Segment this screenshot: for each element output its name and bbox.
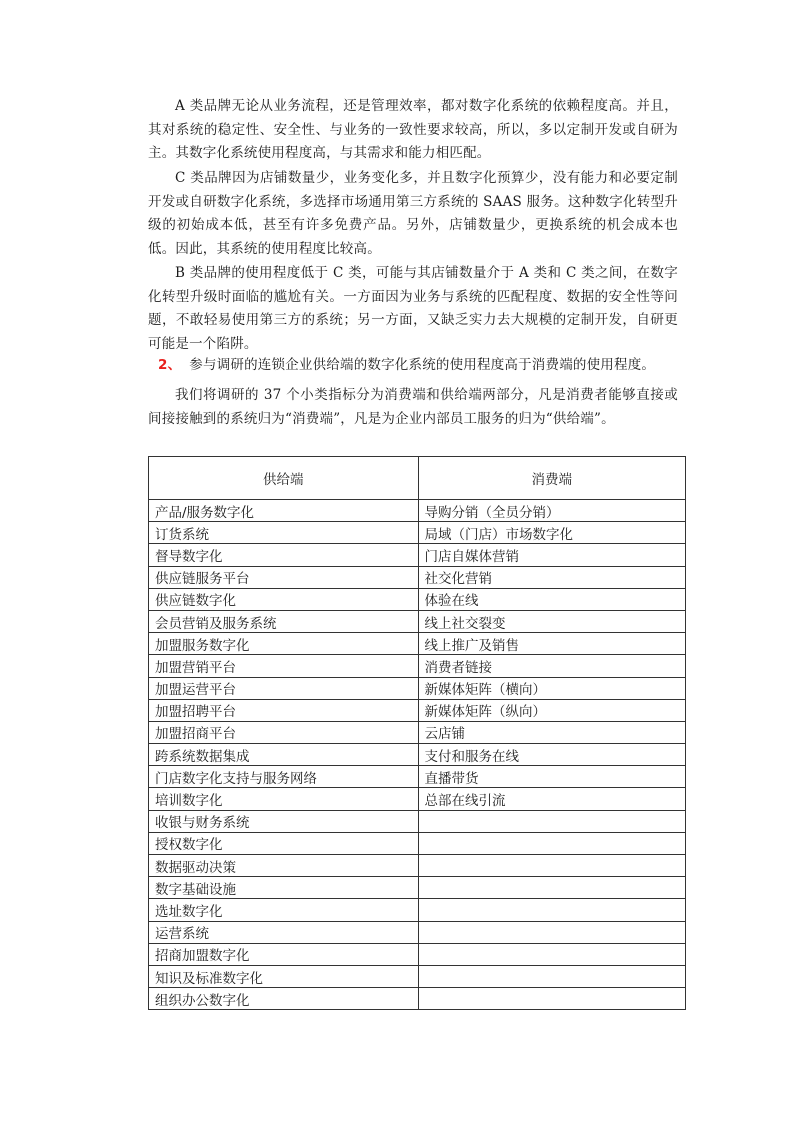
supply-cell: 招商加盟数字化 <box>149 943 419 965</box>
consumer-cell: 线上推广及销售 <box>418 633 685 655</box>
table-body <box>149 500 686 1010</box>
supply-cell: 组织办公数字化 <box>149 988 419 1010</box>
supply-cell: 会员营销及服务系统 <box>149 610 419 632</box>
consumer-cell <box>418 877 685 899</box>
consumer-cell: 线上社交裂变 <box>418 610 685 632</box>
table-header-row <box>149 457 686 500</box>
supply-cell: 加盟运营平台 <box>149 677 419 699</box>
table-row <box>149 522 686 544</box>
column-header-consumer: 消费端 <box>418 457 685 500</box>
table-row <box>149 699 686 721</box>
paragraph-a-brands: A 类品牌无论从业务流程，还是管理效率，都对数字化系统的依赖程度高。并且，其对系统的稳定性、安全性、与业务的一致性要求较高，所以，多以定制开发或自研为主。其数字化系统使用程度高，与其需求和能力相匹配。 <box>148 98 678 161</box>
consumer-cell: 总部在线引流 <box>418 788 685 810</box>
table-row <box>149 633 686 655</box>
consumer-cell <box>418 855 685 877</box>
supply-cell: 培训数字化 <box>149 788 419 810</box>
supply-cell: 选址数字化 <box>149 899 419 921</box>
supply-cell: 跨系统数据集成 <box>149 744 419 766</box>
supply-cell: 加盟营销平台 <box>149 655 419 677</box>
supply-cell: 门店数字化支持与服务网络 <box>149 766 419 788</box>
consumer-cell <box>418 899 685 921</box>
consumer-cell <box>418 832 685 854</box>
table-row <box>149 588 686 610</box>
consumer-cell: 云店铺 <box>418 721 685 743</box>
supply-consumer-table <box>148 456 686 1010</box>
table-row <box>149 744 686 766</box>
supply-cell: 数据驱动决策 <box>149 855 419 877</box>
consumer-cell <box>418 943 685 965</box>
section-heading-text: 参与调研的连锁企业供给端的数字化系统的使用程度高于消费端的使用程度。 <box>189 357 656 373</box>
consumer-cell <box>418 965 685 987</box>
table-row <box>149 655 686 677</box>
table-row <box>149 810 686 832</box>
supply-cell: 运营系统 <box>149 921 419 943</box>
paragraph-b-brands: B 类品牌的使用程度低于 C 类，可能与其店铺数量介于 A 类和 C 类之间，在数字化转型升级时面临的尴尬有关。一方面因为业务与系统的匹配程度、数据的安全性等问题，不敢轻易使用第三方的系统；另一方面，又缺乏实力去大规模的定制开发，自研更可能是一个陷阱。 <box>148 265 678 352</box>
supply-cell: 产品/服务数字化 <box>149 500 419 522</box>
table-row <box>149 766 686 788</box>
consumer-cell <box>418 810 685 832</box>
consumer-cell: 导购分销（全员分销） <box>418 500 685 522</box>
table-row <box>149 921 686 943</box>
table-row <box>149 988 686 1010</box>
paragraph-classification: 我们将调研的 37 个小类指标分为消费端和供给端两部分，凡是消费者能够直接或间接接触到的系统归为“消费端”，凡是为企业内部员工服务的归为“供给端”。 <box>148 387 678 427</box>
supply-cell: 知识及标准数字化 <box>149 965 419 987</box>
consumer-cell: 局域（门店）市场数字化 <box>418 522 685 544</box>
supply-cell: 收银与财务系统 <box>149 810 419 832</box>
consumer-cell: 体验在线 <box>418 588 685 610</box>
column-header-supply: 供给端 <box>149 457 419 500</box>
table-row <box>149 721 686 743</box>
table-row <box>149 566 686 588</box>
consumer-cell: 新媒体矩阵（横向） <box>418 677 685 699</box>
table-row <box>149 788 686 810</box>
consumer-cell: 社交化营销 <box>418 566 685 588</box>
supply-cell: 授权数字化 <box>149 832 419 854</box>
table-row <box>149 943 686 965</box>
table-row <box>149 677 686 699</box>
consumer-cell: 直播带货 <box>418 766 685 788</box>
supply-cell: 加盟服务数字化 <box>149 633 419 655</box>
table-row <box>149 544 686 566</box>
table-row <box>149 500 686 522</box>
table-row <box>149 877 686 899</box>
consumer-cell: 新媒体矩阵（纵向） <box>418 699 685 721</box>
paragraph-c-brands: C 类品牌因为店铺数量少，业务变化多，并且数字化预算少，没有能力和必要定制开发或自研数字化系统，多选择市场通用第三方系统的 SAAS 服务。这种数字化转型升级的初始成本低，甚至有许多免费产品。另外，店铺数量少，更换系统的机会成本也低。因此，其系统的使用程度比较高。 <box>148 170 678 257</box>
table-row <box>149 965 686 987</box>
table-row <box>149 832 686 854</box>
consumer-cell: 门店自媒体营销 <box>418 544 685 566</box>
table-row <box>149 899 686 921</box>
consumer-cell <box>418 988 685 1010</box>
supply-cell: 供应链数字化 <box>149 588 419 610</box>
consumer-cell: 支付和服务在线 <box>418 744 685 766</box>
section-heading <box>148 354 688 378</box>
supply-cell: 订货系统 <box>149 522 419 544</box>
supply-cell: 督导数字化 <box>149 544 419 566</box>
consumer-cell <box>418 921 685 943</box>
supply-cell: 加盟招聘平台 <box>149 699 419 721</box>
table-row <box>149 855 686 877</box>
supply-cell: 数字基础设施 <box>149 877 419 899</box>
section-number: 2、 <box>158 357 182 373</box>
supply-cell: 加盟招商平台 <box>149 721 419 743</box>
supply-cell: 供应链服务平台 <box>149 566 419 588</box>
table-row <box>149 610 686 632</box>
consumer-cell: 消费者链接 <box>418 655 685 677</box>
